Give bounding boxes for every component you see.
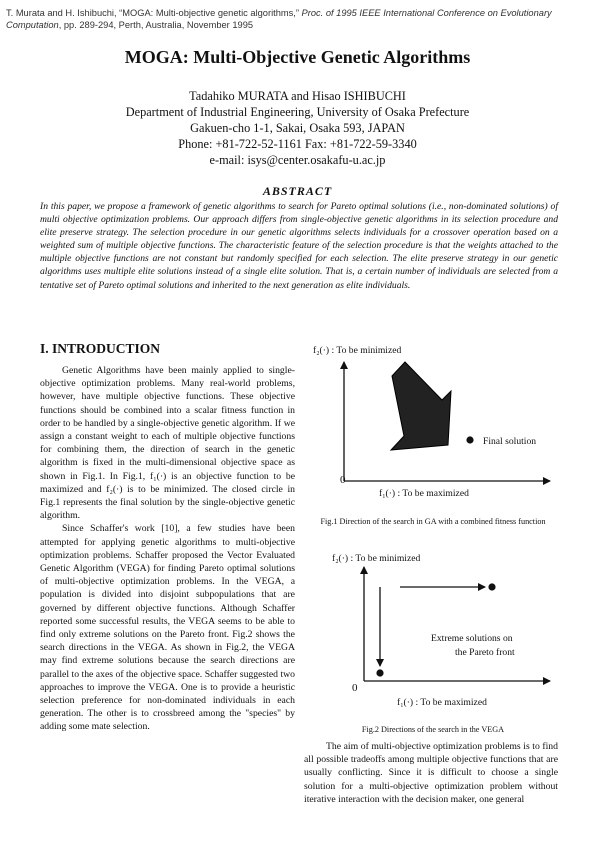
fig2-y-axis-label: f₂(·) : To be minimized [332, 553, 421, 564]
intro-paragraph-1: Genetic Algorithms have been mainly applied to single-objective optimization problems. Many real-world problems, however, have multiple objective functions. These objective functions should be combined into a scalar fitness function in order to be handled by a single-objective genetic algorithm. If we assign a constant weight to each of multiple objective functions for combining them, the direction of search in the genetic algorithm is fixed in the multi-dimensional objective space as shown in Fig.1. In Fig.1, f₁(·) is an objective function to be maximized and f₂(·) is to be minimized. The closed circle in Fig.1 represents the final solution by the single-objective genetic algorithm. [40, 365, 295, 522]
abstract-heading: ABSTRACT [262, 184, 333, 198]
citation-authors: T. Murata and H. Ishibuchi, “MOGA: Multi-objective genetic algorithms,” [6, 8, 302, 18]
author-email: e-mail: isys@center.osakafu-u.ac.jp [209, 153, 386, 167]
author-names: Tadahiko MURATA and Hisao ISHIBUCHI [189, 89, 406, 103]
fig2-top-extreme-dot [488, 583, 495, 590]
fig2-annotation-line-2: the Pareto front [455, 647, 515, 658]
fig2-caption: Fig.2 Directions of the search in the VEGA [361, 725, 505, 734]
fig2-diagram [300, 563, 558, 688]
fig2-origin: 0 [352, 682, 358, 694]
citation-header [6, 7, 591, 31]
citation-pages: , pp. 289-294, Perth, Australia, November 1995 [58, 20, 254, 30]
fig2-bottom-extreme-dot [376, 669, 383, 676]
fig1-point-label: Final solution [483, 436, 537, 447]
left-column [40, 364, 295, 734]
intro-paragraph-3: The aim of multi-objective optimization problems is to find all possible tradeoffs among multiple objective functions that are usually conflicting. Since it is difficult to choose a single solution for a multi-objective optimization problem without iterative interaction with the decision maker, one general [304, 741, 558, 805]
fig2-x-axis-label: f₁(·) : To be maximized [397, 697, 487, 708]
section-heading-introduction: I. INTRODUCTION [40, 341, 161, 356]
fig2-annotation-line-1: Extreme solutions on [431, 633, 513, 644]
intro-paragraph-2: Since Schaffer's work [10], a few studies have been attempted for applying genetic algorithms to multi-objective optimization problems. Schaffer proposed the Vector Evaluated Genetic Algorithm (VEGA) for finding Pareto optimal solutions of multi-objective optimization problems. In the VEGA, a population is divided into disjoint subpopulations that are governed by different objective functions. Although Schaffer reported some successful results, the VEGA seems to be able to find only extreme solutions on the Pareto front. Fig.2 shows the search directions in the VEGA. As shown in Fig.2, the VEGA may find extreme solutions because the search directions are parallel to the axes of the objective space. Schaffer suggested two approaches to improve the VEGA. One is to provide a heuristic selection preference for non-dominated individuals in each generation. The other is to crossbreed among the "species" by adding some mate selection. [40, 523, 295, 733]
fig1-final-solution-dot [466, 436, 473, 443]
fig1-origin: 0 [340, 474, 346, 486]
fig-arrow-icon [391, 362, 451, 450]
fig1-x-axis-label: f₁(·) : To be maximized [379, 488, 469, 499]
author-block [0, 88, 595, 168]
author-department: Department of Industrial Engineering, University of Osaka Prefecture [125, 105, 470, 119]
abstract-text: In this paper, we propose a framework of genetic algorithms to search for Pareto optimal solutions (i.e., non-dominated solutions) of multi objective optimization problems. Our approach differs from single-objective genetic algorithms in its selection procedure and elite preserve strategy. The selection procedure in our genetic algorithms selects individuals for a crossover operation based on a weighted sum of multiple objective functions. The characteristic feature of the selection procedure is that the weights attached to the multiple objective functions are not constant but randomly specified for each selection. The elite preserve strategy in our genetic algorithms uses multiple elite solutions instead of a single elite solution. That is, a certain number of individuals are selected from a tentative set of Pareto optimal solutions and inherited to the next generation as elite individuals. [40, 201, 558, 291]
author-address: Gakuen-cho 1-1, Sakai, Osaka 593, JAPAN [190, 121, 405, 135]
fig1-y-axis-label: f₂(·) : To be minimized [313, 345, 402, 356]
fig1-diagram [300, 356, 558, 506]
paper-title: MOGA: Multi-Objective Genetic Algorithms [124, 47, 471, 67]
right-column [304, 740, 558, 806]
fig1-caption: Fig.1 Direction of the search in GA with a combined fitness function [320, 517, 546, 526]
citation-venue: Proc. of 1995 IEEE International Conference on Evolutionary Computation [6, 8, 552, 30]
author-phone: Phone: +81-722-52-1161 Fax: +81-722-59-3340 [178, 137, 417, 151]
